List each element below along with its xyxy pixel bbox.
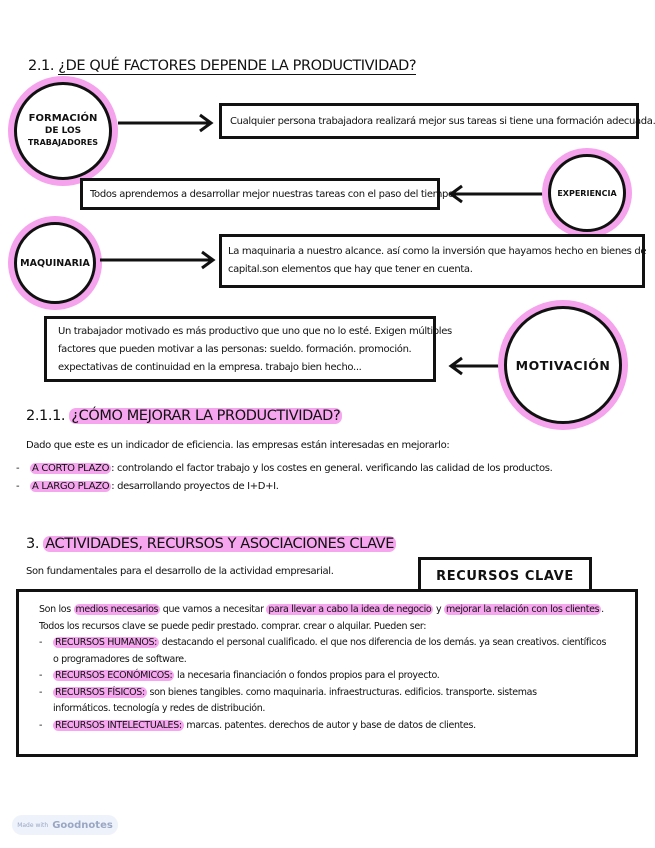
list-item-text: : desarrollando proyectos de I+D+I. (111, 481, 279, 492)
list-item-label: A LARGO PLAZO (32, 481, 110, 492)
list-dash: - (39, 670, 43, 681)
experiencia-label: EXPERIENCIA (557, 188, 617, 198)
list-item-text: la necesaria financiación o fondos propios para el proyecto. (174, 670, 440, 681)
goodnotes-badge[interactable] (12, 815, 118, 835)
text-fragment: y (433, 604, 444, 615)
section-2-1-1-heading (26, 408, 342, 424)
motivacion-circle (504, 306, 622, 424)
section-2-1-heading (28, 58, 416, 74)
made-with-text: Made with (17, 821, 49, 829)
formacion-label-line: DE LOS (44, 126, 82, 136)
list-dash: - (16, 481, 20, 492)
section-title: ACTIVIDADES, RECURSOS Y ASOCIACIONES CLAVE (45, 536, 394, 552)
recursos-clave-tab (418, 557, 592, 593)
list-item-text: : controlando el factor trabajo y los costes en general. verificando las calidad de los productos. (111, 463, 553, 474)
maquinaria-description-line: capital.son elementos que hay que tener en cuenta. (228, 264, 473, 275)
maquinaria-description-line: La maquinaria a nuestro alcance. así como la inversión que hayamos hecho en bienes de (228, 246, 647, 257)
list-item (39, 718, 615, 735)
list-item-text: destacando el personal cualificado. el que nos diferencia de los demás. ya sean creativos. científicos (159, 637, 607, 648)
section-number: 2.1.1. (26, 408, 66, 424)
formacion-circle (14, 82, 112, 180)
motivacion-description-line: Un trabajador motivado es más productivo que uno que no lo esté. Exigen múltiples (58, 326, 452, 337)
arrow-right-icon (118, 113, 218, 133)
section-number: 3. (26, 536, 40, 552)
recursos-intro-line (39, 602, 615, 619)
section-title: ¿DE QUÉ FACTORES DEPENDE LA PRODUCTIVIDAD? (58, 58, 417, 74)
text-fragment: que vamos a necesitar (160, 604, 267, 615)
section-3-intro: Son fundamentales para el desarrollo de la actividad empresarial. (26, 566, 334, 577)
motivacion-description-line: expectativas de continuidad en la empresa. trabajo bien hecho... (58, 362, 362, 373)
formacion-label-line: FORMACIÓN (28, 113, 98, 124)
list-item (16, 463, 552, 474)
recursos-clave-label: RECURSOS CLAVE (436, 568, 574, 584)
motivacion-description-line: factores que pueden motivar a las personas: sueldo. formación. promoción. (58, 344, 412, 355)
list-item-continuation: informáticos. tecnología y redes de distribución. (53, 703, 266, 714)
highlight-relacion-clientes: mejorar la relación con los clientes (445, 604, 600, 615)
list-item-label: RECURSOS ECONÓMICOS: (55, 670, 173, 681)
formacion-description-box (219, 103, 655, 139)
goodnotes-logo: Goodnotes (52, 819, 113, 831)
formacion-label-line: TRABAJADORES (27, 138, 99, 147)
list-item (39, 668, 615, 685)
list-item (39, 685, 615, 718)
list-item-label: RECURSOS FÍSICOS: (55, 686, 145, 698)
list-item-label: RECURSOS HUMANOS: (55, 637, 158, 648)
experiencia-description-box (80, 178, 457, 210)
section-number: 2.1. (28, 58, 55, 74)
maquinaria-circle (14, 222, 96, 304)
list-item-label: A CORTO PLAZO (32, 463, 110, 474)
experiencia-description: Todos aprendemos a desarrollar mejor nuestras tareas con el paso del tiempo. (90, 189, 457, 200)
arrow-left-icon (446, 356, 506, 376)
arrow-right-icon (100, 250, 220, 270)
list-dash: - (39, 719, 43, 731)
list-item-continuation: o programadores de software. (53, 653, 187, 665)
highlight-medios: medios necesarios (75, 604, 159, 615)
list-item-label: RECURSOS INTELECTUALES: (55, 719, 182, 731)
motivacion-label: MOTIVACIÓN (515, 357, 611, 373)
section-2-1-1-intro: Dado que este es un indicador de eficiencia. las empresas están interesadas en mejorarlo: (26, 440, 450, 451)
highlight-idea-negocio: para llevar a cabo la idea de negocio (268, 604, 432, 615)
list-item-text: marcas. patentes. derechos de autor y base de datos de clientes. (183, 719, 476, 731)
motivacion-description-box (44, 316, 452, 382)
list-dash: - (16, 463, 20, 474)
recursos-intro-line-2: Todos los recursos clave se puede pedir prestado. comprar. crear o alquilar. Pueden ser: (39, 620, 427, 632)
list-item (39, 635, 615, 668)
list-dash: - (39, 637, 43, 648)
experiencia-circle (548, 154, 626, 232)
recursos-clave-box (16, 589, 638, 757)
maquinaria-description-box (219, 234, 645, 288)
section-3-heading (26, 536, 396, 552)
section-title: ¿CÓMO MEJORAR LA PRODUCTIVIDAD? (71, 408, 341, 424)
formacion-description: Cualquier persona trabajadora realizará mejor sus tareas si tiene una formación adecuada. (230, 116, 655, 127)
arrow-left-icon (446, 184, 546, 204)
maquinaria-label: MAQUINARIA (20, 257, 90, 269)
list-item (16, 481, 279, 492)
text-fragment: . (601, 604, 604, 615)
text-fragment: Son los (39, 604, 74, 615)
list-item-text: son bienes tangibles. como maquinaria. infraestructuras. edificios. transporte. sistemas (146, 686, 537, 698)
list-dash: - (39, 686, 43, 698)
